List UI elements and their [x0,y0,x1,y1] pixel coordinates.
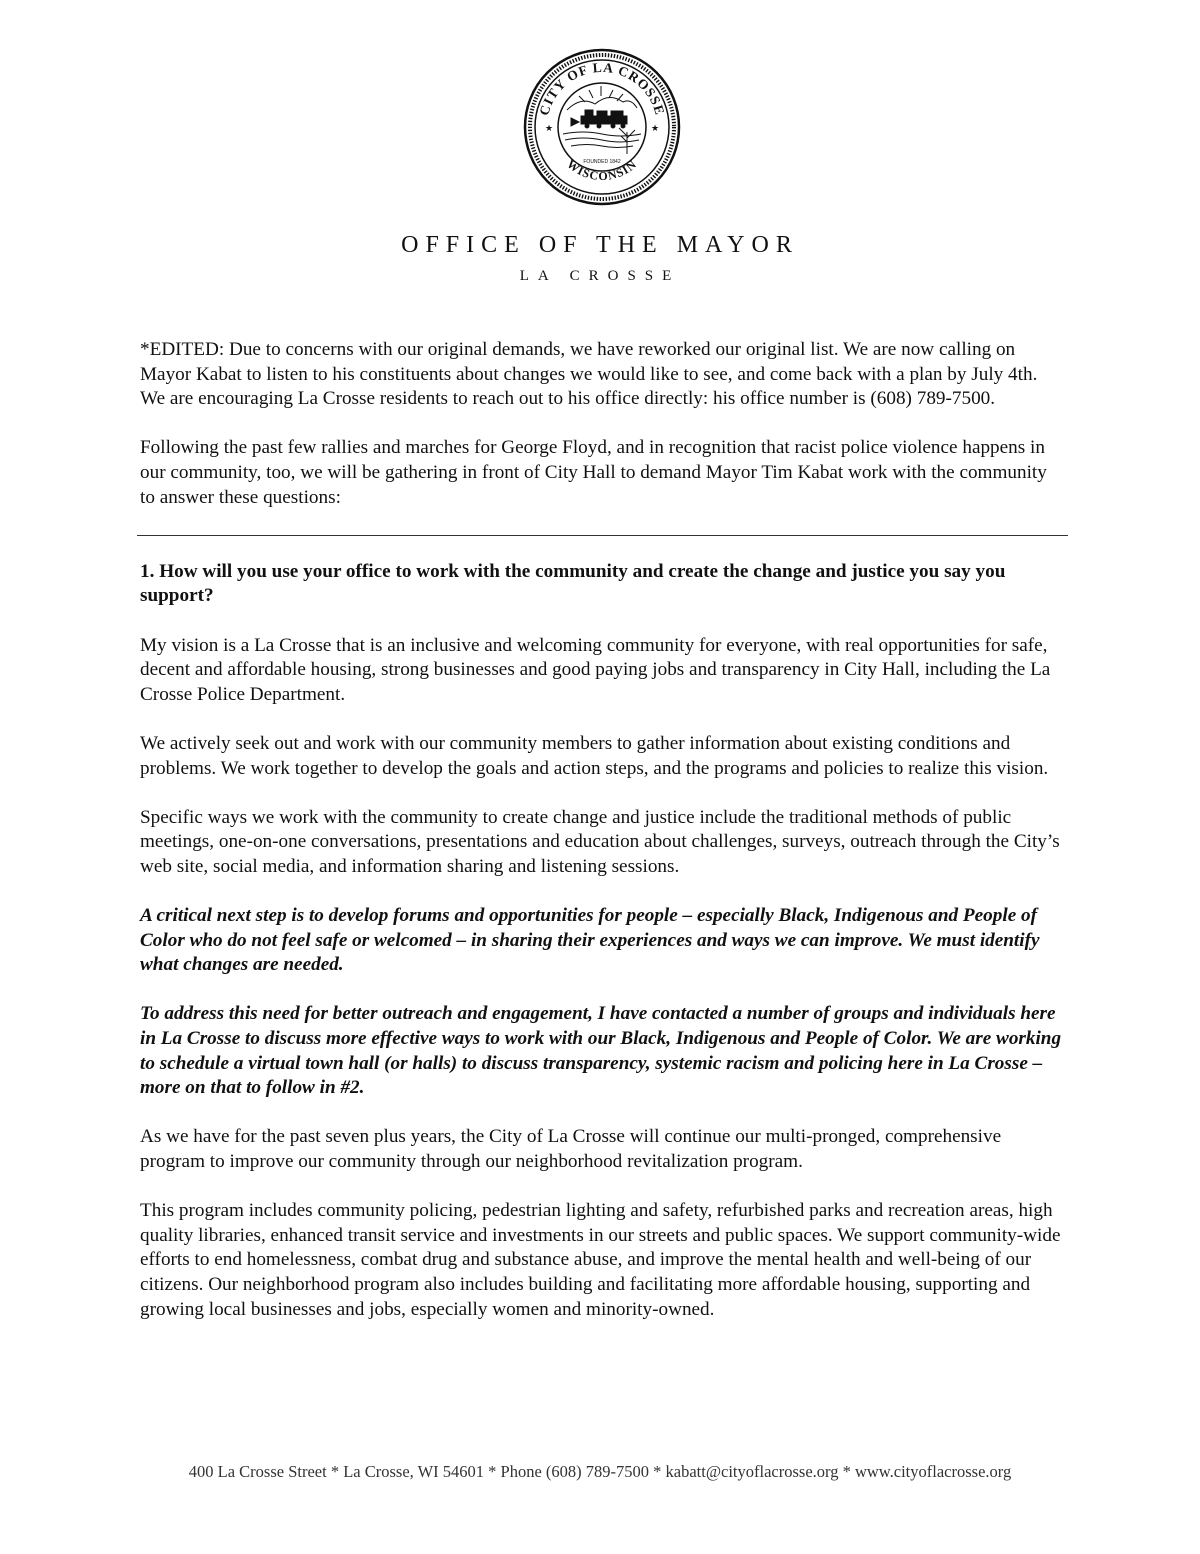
answer-paragraph: We actively seek out and work with our community members to gather information about existing conditions and problems. We work together to develop the goals and action steps, and the programs and policies to realize this vision. [140,732,1049,779]
footer-contact-line: 400 La Crosse Street * La Crosse, WI 54601 * Phone (608) 789-7500 * kabatt@cityoflacrosse.org * www.cityoflacrosse.org [188,1462,1012,1481]
answer-paragraph: This program includes community policing, pedestrian lighting and safety, refurbished parks and recreation areas, high quality libraries, enhanced transit service and investments in our streets and public spaces. We support community-wide efforts to end homelessness, combat drug and substance abuse, and improve the mental health and well-being of our citizens. Our neighborhood program also includes building and facilitating more affordable housing, supporting and growing local businesses and jobs, especially women and minority-owned. [140,1200,1061,1320]
seal-bottom-text: WISCONSIN [564,156,640,184]
edited-note: *EDITED: Due to concerns with our original demands, we have reworked our original list. We are now calling on Mayor Kabat to listen to his constituents about changes we would like to see, and come back with a plan by July 4th. We are encouraging La Crosse residents to reach out to his office directly: his office number is (608) 789-7500. [140,339,1038,410]
seal-scene-icon [563,86,641,154]
question-heading: 1. How will you use your office to work with the community and create the change and justice you say you support? [140,560,1006,607]
seal-star-icon: ★ [545,123,554,133]
answer-paragraph: My vision is a La Crosse that is an inclusive and welcoming community for everyone, with real opportunities for safe, decent and affordable housing, strong businesses and good paying jobs and transparency in City Hall, including the La Crosse Police Department. [140,634,1051,705]
seal-star-icon: ★ [651,123,660,133]
context-paragraph: Following the past few rallies and marches for George Floyd, and in recognition that racist police violence happens in our community, too, we will be gathering in front of City Hall to demand Mayor Tim Kabat work with the community to answer these questions: [140,437,1047,508]
city-seal [523,48,681,206]
answer-paragraph: Specific ways we work with the community to create change and justice include the traditional methods of public meetings, one-on-one conversations, presentations and education about challenges, surveys, outreach through the City’s web site, social media, and information sharing and listening sessions. [140,806,1060,877]
letter-body [140,338,1065,1347]
seal-top-text: CITY OF LA CROSSE [536,59,668,118]
seal-founded-text: FOUNDED 1842 [583,159,621,165]
emphasized-paragraph: To address this need for better outreach and engagement, I have contacted a number of groups and individuals here in La Crosse to discuss more effective ways to work with our Black, Indigenous and People of Color. We are working to schedule a virtual town hall (or halls) to discuss transparency, systemic racism and policing here in La Crosse – more on that to follow in #2. [140,1003,1062,1099]
section-divider [137,535,1068,536]
office-subtitle: LA CROSSE [519,268,681,284]
office-title: OFFICE OF THE MAYOR [401,232,799,258]
emphasized-paragraph: A critical next step is to develop forums and opportunities for people – especially Black, Indigenous and People of Color who do not feel safe or welcomed – in sharing their experiences and ways we can improve. We must identify what changes are needed. [140,905,1040,976]
answer-paragraph: As we have for the past seven plus years, the City of La Crosse will continue our multi-pronged, comprehensive program to improve our community through our neighborhood revitalization program. [140,1126,1002,1172]
